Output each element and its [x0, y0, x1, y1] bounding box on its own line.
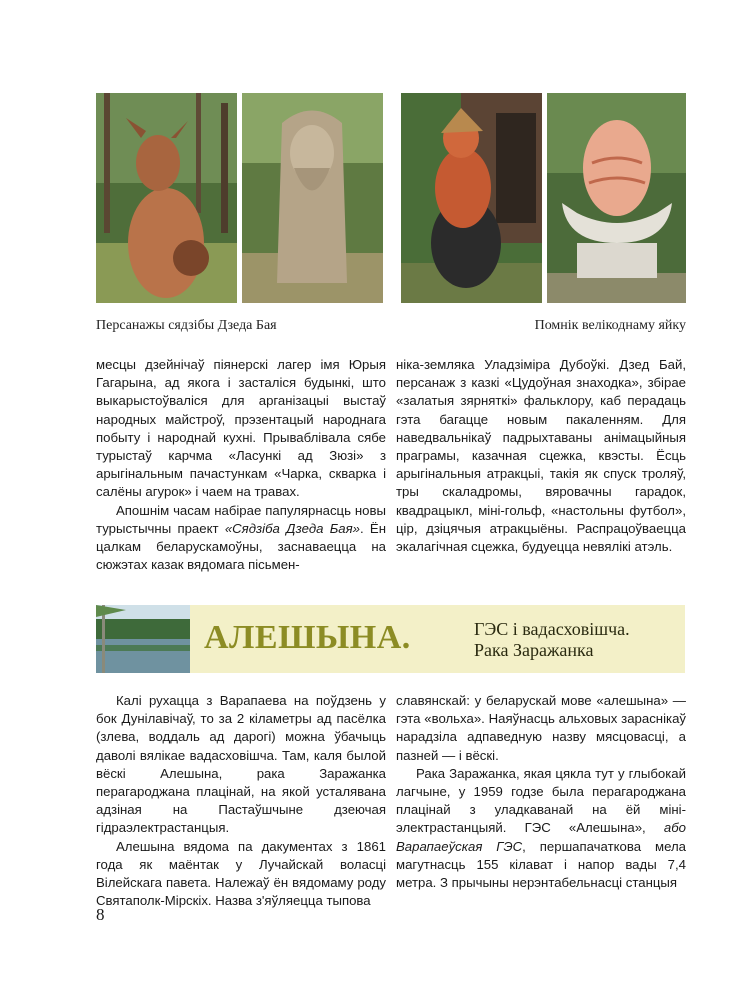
- top-right-column: [396, 356, 686, 556]
- section-subtitle: [474, 619, 679, 661]
- lake-thumbnail: [96, 605, 190, 673]
- photo-goat-sculpture: [96, 93, 237, 303]
- photo-witch-sculpture: [401, 93, 542, 303]
- bottom-right-column: [396, 692, 686, 892]
- bottom-left-column: [96, 692, 386, 910]
- caption-left: Персанажы сядзібы Дзеда Бая: [96, 318, 277, 333]
- paragraph: [96, 502, 386, 575]
- photo-easter-egg-monument: [547, 93, 686, 303]
- top-left-column: [96, 356, 386, 574]
- paragraph-text: Апошнім часам набірае папулярнасць новы турыстычны праект: [96, 502, 386, 536]
- section-title: АЛЕШЫНА.: [204, 619, 411, 656]
- subtitle-line: Рака Заражанка: [474, 640, 594, 660]
- paragraph: Алешына вядома па дакументах з 1861 года як маёнтак у Лучайскай воласці Вілейскага павета. Належаў ён вядомаму роду Святаполк-Мірскіх. Назва з'яўляецца тыпова: [96, 838, 386, 909]
- paragraph-text: Рака Заражанка, якая цякла тут у глыбокай лагчыне, у 1959 годзе была перагароджана плацінай з уладкаванай на ёй міні-электрастанцыяй. ГЭС «Алешына»,: [396, 765, 686, 836]
- page-number: 8: [96, 905, 105, 924]
- subtitle-line: ГЭС і вадасховішча.: [474, 619, 630, 639]
- project-name: «Сядзіба Дзеда Бая»: [224, 520, 360, 536]
- paragraph: ніка-земляка Уладзіміра Дубоўкі. Дзед Бай, персанаж з казкі «Цудоўная знаходка», збірае «залатыя зярняткі» фальклору, каб перадаць гэта багацце новым пакаленням. Для наведвальнікаў падрыхтаваны анімацыйныя праграмы, казачная сцежка, квэсты. Ёсць арыгінальныя атракцыі, такія як спуск троляў, тры скаладромы, вяровачны гарадок, квадрацыкл, міні-гольф, «настольны футбол», цір, дзіцячыя атракцыёны. Распрацоўваецца экалагічная сцежка, будуецца невялікі атэль.: [396, 357, 686, 555]
- alt-name: або Варапаеўская ГЭС: [396, 820, 686, 854]
- paragraph: славянскай: у беларускай мове «алешына» — гэта «вольха». Наяўнасць альховых зараснікаў нарадзіла адпаведную назву мясцовасці, а пазней — і вёскі.: [396, 693, 686, 763]
- paragraph: [396, 765, 686, 892]
- paragraph: Калі рухацца з Варапаева на поўдзень у бок Дунілавічаў, то за 2 кіламетры ад пасёлка (злева, воддаль ад дарогі) можна ўбачыць даволі вялікае вадасховішча. Там, каля былой вёскі Алешына, рака Заражанка перагароджана плацінай, на якой усталявана адзіная на Пастаўшчыне дзеючая гідраэлектрастанцыя.: [96, 693, 386, 836]
- paragraph: месцы дзейнічаў піянерскі лагер імя Юрыя Гагарына, ад якога і засталіся будынкі, што выкарыстоўваліся для арганізацыі выстаў народных майстроў, прэзентацый народнага побыту і народнай кухні. Прываблівала сябе турыстаў карчма «Ласункі ад Зюзі» з арыгінальным пачастункам «Чарка, скварка і салёны агурок» і чаем на травах.: [96, 357, 386, 500]
- paragraph-text: . Ён цалкам беларускамоўны, заснаваецца на сюжэтах казак вядомага пісьмен-: [96, 520, 387, 573]
- photo-bearded-man-sculpture: [242, 93, 383, 303]
- caption-right: Помнік велікоднаму яйку: [534, 318, 686, 333]
- paragraph-text: , першапачаткова мела магутнасць 155 кілават і напор вады 7,4 метра. З прычыны нерэнтабельнасці станцыя: [396, 838, 686, 891]
- section-banner: [96, 605, 685, 673]
